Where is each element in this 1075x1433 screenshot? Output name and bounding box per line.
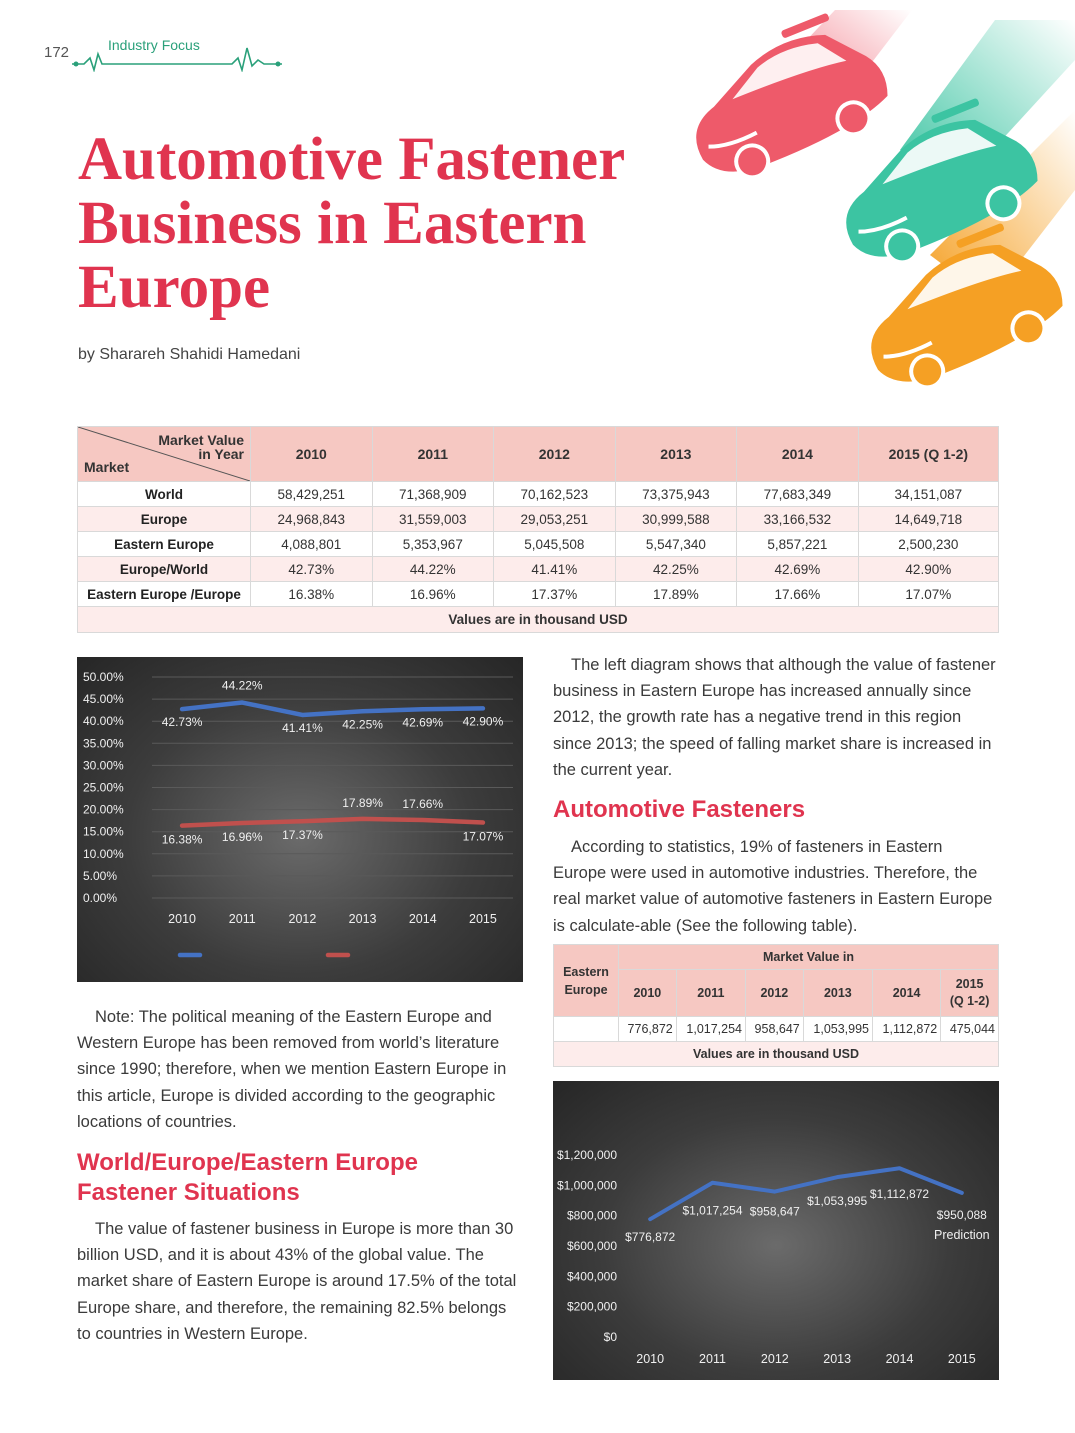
data-label: 17.89% <box>342 795 383 810</box>
paragraph-note: Note: The political meaning of the Eastern Europe and Western Europe has been removed from world’s literature since 1990; therefore, when we mention Eastern Europe in this article, Europe is divided according to the geographic locations of countries. <box>77 1008 507 1131</box>
racing-cars-illustration <box>650 0 1075 420</box>
table-cell: 58,429,251 <box>251 482 373 507</box>
table-cell: 5,045,508 <box>494 532 616 557</box>
table-cell: 16.96% <box>372 582 494 607</box>
y-tick-label: $600,000 <box>566 1239 617 1253</box>
table-cell: 1,017,254 <box>676 1017 745 1042</box>
table-cell: 958,647 <box>746 1017 804 1042</box>
table-cell: 30,999,588 <box>615 507 737 532</box>
prediction-annotation: Prediction <box>934 1227 990 1242</box>
row-label-1: Eastern <box>563 965 609 979</box>
table-row <box>78 582 999 607</box>
x-tick-label: 2015 <box>469 912 497 926</box>
automotive-value-line-chart <box>553 1081 999 1380</box>
x-axis-ticks <box>168 912 497 926</box>
corner-bottom: Market <box>84 459 130 475</box>
table-header-row <box>554 945 999 970</box>
table-cell: 5,353,967 <box>372 532 494 557</box>
x-tick-label: 2013 <box>823 1352 852 1366</box>
year-header: 2012 <box>746 970 804 1017</box>
x-tick-label: 2011 <box>699 1352 726 1366</box>
table-cell: 24,968,843 <box>251 507 373 532</box>
table-footer-note: Values are in thousand USD <box>78 607 999 633</box>
y-tick-label: 45.00% <box>83 692 124 707</box>
series-line <box>182 703 483 715</box>
data-label: $776,872 <box>625 1230 676 1245</box>
year-header-line-1: 2015 <box>955 977 984 991</box>
year-header: 2014 <box>873 970 941 1017</box>
data-label: $958,647 <box>749 1204 800 1219</box>
y-tick-label: 10.00% <box>83 846 124 861</box>
y-axis-ticks <box>557 1148 617 1344</box>
table-cell: 5,547,340 <box>615 532 737 557</box>
table-cell: 70,162,523 <box>494 482 616 507</box>
table-cell: 33,166,532 <box>737 507 859 532</box>
table-cell: 14,649,718 <box>858 507 998 532</box>
data-label: $1,017,254 <box>682 1203 743 1218</box>
year-header: 2010 <box>619 970 677 1017</box>
table-header-row <box>78 427 999 482</box>
row-label-header <box>554 945 619 1017</box>
section-tag: Industry Focus <box>108 37 200 53</box>
year-header: 2011 <box>676 970 745 1017</box>
x-tick-label: 2011 <box>228 912 256 926</box>
data-label: 42.73% <box>161 715 203 730</box>
year-header: 2015 (Q 1-2) <box>858 427 998 482</box>
x-tick-label: 2015 <box>947 1352 976 1366</box>
table-cell: 42.73% <box>251 557 373 582</box>
data-label: 42.69% <box>402 715 444 730</box>
y-tick-label: 25.00% <box>83 780 124 795</box>
x-tick-label: 2012 <box>760 1352 789 1366</box>
x-tick-label: 2012 <box>288 912 317 926</box>
data-label: 44.22% <box>221 678 263 693</box>
row-label: Europe/World <box>78 557 251 582</box>
data-label: 16.96% <box>221 830 263 845</box>
paragraph-world-europe: The value of fastener business in Europe is more than 30 billion USD, and it is about 43% of the global value. The market share of Eastern Europe is around 17.5% of the total Europe share, and therefore, the remaining 82.5% belongs to countries in Western Europe. <box>77 1220 517 1343</box>
data-label: 42.90% <box>462 714 504 729</box>
row-label: Eastern Europe <box>78 532 251 557</box>
year-header: 2011 <box>372 427 494 482</box>
y-tick-label: 30.00% <box>83 758 124 773</box>
y-tick-label: $0 <box>603 1330 617 1344</box>
year-header: 2012 <box>494 427 616 482</box>
corner-header-cell <box>78 427 251 482</box>
table-cell: 71,368,909 <box>372 482 494 507</box>
x-axis-ticks <box>636 1352 976 1366</box>
corner-top-2: in Year <box>198 446 244 462</box>
x-tick-label: 2014 <box>408 912 437 926</box>
data-label: 17.07% <box>462 829 504 844</box>
table-footer-note: Values are in thousand USD <box>554 1042 999 1067</box>
article-title: Automotive Fastener Business in Eastern Europe <box>78 126 625 321</box>
table-cell: 16.38% <box>251 582 373 607</box>
table-cell: 73,375,943 <box>615 482 737 507</box>
table-row <box>78 557 999 582</box>
heading-automotive-fasteners: Automotive Fasteners <box>553 796 806 823</box>
y-tick-label: 20.00% <box>83 802 124 817</box>
heading-world-europe: World/Europe/Eastern Europe Fastener Situations <box>77 1149 418 1206</box>
y-tick-label: 40.00% <box>83 714 124 729</box>
table-row <box>554 1017 999 1042</box>
table-cell: 44.22% <box>372 557 494 582</box>
y-tick-label: $400,000 <box>566 1269 617 1284</box>
x-tick-label: 2010 <box>636 1352 665 1366</box>
year-header-line-2: (Q 1-2) <box>949 994 990 1008</box>
table-cell: 1,053,995 <box>803 1017 872 1042</box>
table-cell: 42.25% <box>615 557 737 582</box>
row-label: Eastern Europe /Europe <box>78 582 251 607</box>
table-header-row <box>554 970 999 1017</box>
year-header: 2010 <box>251 427 373 482</box>
table-cell: 17.07% <box>858 582 998 607</box>
data-label: 17.66% <box>402 796 444 811</box>
y-tick-label: $800,000 <box>566 1208 617 1223</box>
data-label: 41.41% <box>282 720 323 735</box>
table-row <box>78 532 999 557</box>
year-header: 2013 <box>615 427 737 482</box>
data-label: 16.38% <box>161 832 203 847</box>
table-cell: 4,088,801 <box>251 532 373 557</box>
paragraph-automotive-stats: According to statistics, 19% of fasteners in Eastern Europe were used in automotive industries. Therefore, the real market value of automotive fasteners in Eastern Europe is calculate-able (See the following table). <box>553 838 993 935</box>
y-tick-label: $1,000,000 <box>556 1178 617 1193</box>
table-cell: 41.41% <box>494 557 616 582</box>
table-cell: 77,683,349 <box>737 482 859 507</box>
automotive-market-table <box>553 944 999 1067</box>
table-cell: 31,559,003 <box>372 507 494 532</box>
data-label: $1,112,872 <box>869 1187 930 1202</box>
table-cell: 17.66% <box>737 582 859 607</box>
table-cell: 34,151,087 <box>858 482 998 507</box>
table-cell: 776,872 <box>619 1017 677 1042</box>
year-header: 2014 <box>737 427 859 482</box>
table-cell: 29,053,251 <box>494 507 616 532</box>
year-header <box>941 970 999 1017</box>
table-footer-row <box>78 607 999 633</box>
table-row <box>78 482 999 507</box>
data-label: 42.25% <box>342 717 383 732</box>
y-tick-label: $1,200,000 <box>556 1148 617 1162</box>
data-label: 17.37% <box>282 828 323 843</box>
y-tick-label: 0.00% <box>83 891 118 905</box>
y-tick-label: 50.00% <box>83 670 124 684</box>
table-cell: 17.89% <box>615 582 737 607</box>
table-footer-row <box>554 1042 999 1067</box>
table-cell: 42.90% <box>858 557 998 582</box>
table-cell: 475,044 <box>941 1017 999 1042</box>
table-cell: 5,857,221 <box>737 532 859 557</box>
table-cell: 42.69% <box>737 557 859 582</box>
y-tick-label: 35.00% <box>83 736 124 751</box>
paragraph-chart-analysis: The left diagram shows that although the value of fastener business in Eastern Europe has increased annually since 2012, the growth rate has a negative trend in this region since 2013; the speed of falling market share is increased in the current year. <box>553 656 996 779</box>
data-label: $1,053,995 <box>807 1194 868 1209</box>
data-labels <box>625 1187 990 1244</box>
corner-top-1: Market Value <box>158 432 244 448</box>
market-value-table <box>77 426 999 633</box>
x-tick-label: 2014 <box>885 1352 914 1366</box>
y-axis-ticks <box>83 670 124 905</box>
table-cell: 1,112,872 <box>873 1017 941 1042</box>
table-cell: 2,500,230 <box>858 532 998 557</box>
x-tick-label: 2010 <box>168 912 196 926</box>
x-tick-label: 2013 <box>348 912 377 926</box>
table-cell: 17.37% <box>494 582 616 607</box>
page-number: 172 <box>44 44 70 61</box>
data-label: $950,088 <box>936 1207 987 1222</box>
y-tick-label: 15.00% <box>83 824 124 839</box>
y-tick-label: 5.00% <box>83 868 118 883</box>
y-tick-label: $200,000 <box>566 1299 617 1314</box>
row-label: World <box>78 482 251 507</box>
row-label: Europe <box>78 507 251 532</box>
group-header: Market Value in <box>619 945 999 970</box>
year-header: 2013 <box>803 970 872 1017</box>
row-label-2: Europe <box>564 983 608 997</box>
table-row <box>78 507 999 532</box>
byline: by Sharareh Shahidi Hamedani <box>78 346 301 363</box>
series-line <box>182 819 483 826</box>
table-cell <box>554 1017 619 1042</box>
market-share-line-chart <box>77 657 523 982</box>
